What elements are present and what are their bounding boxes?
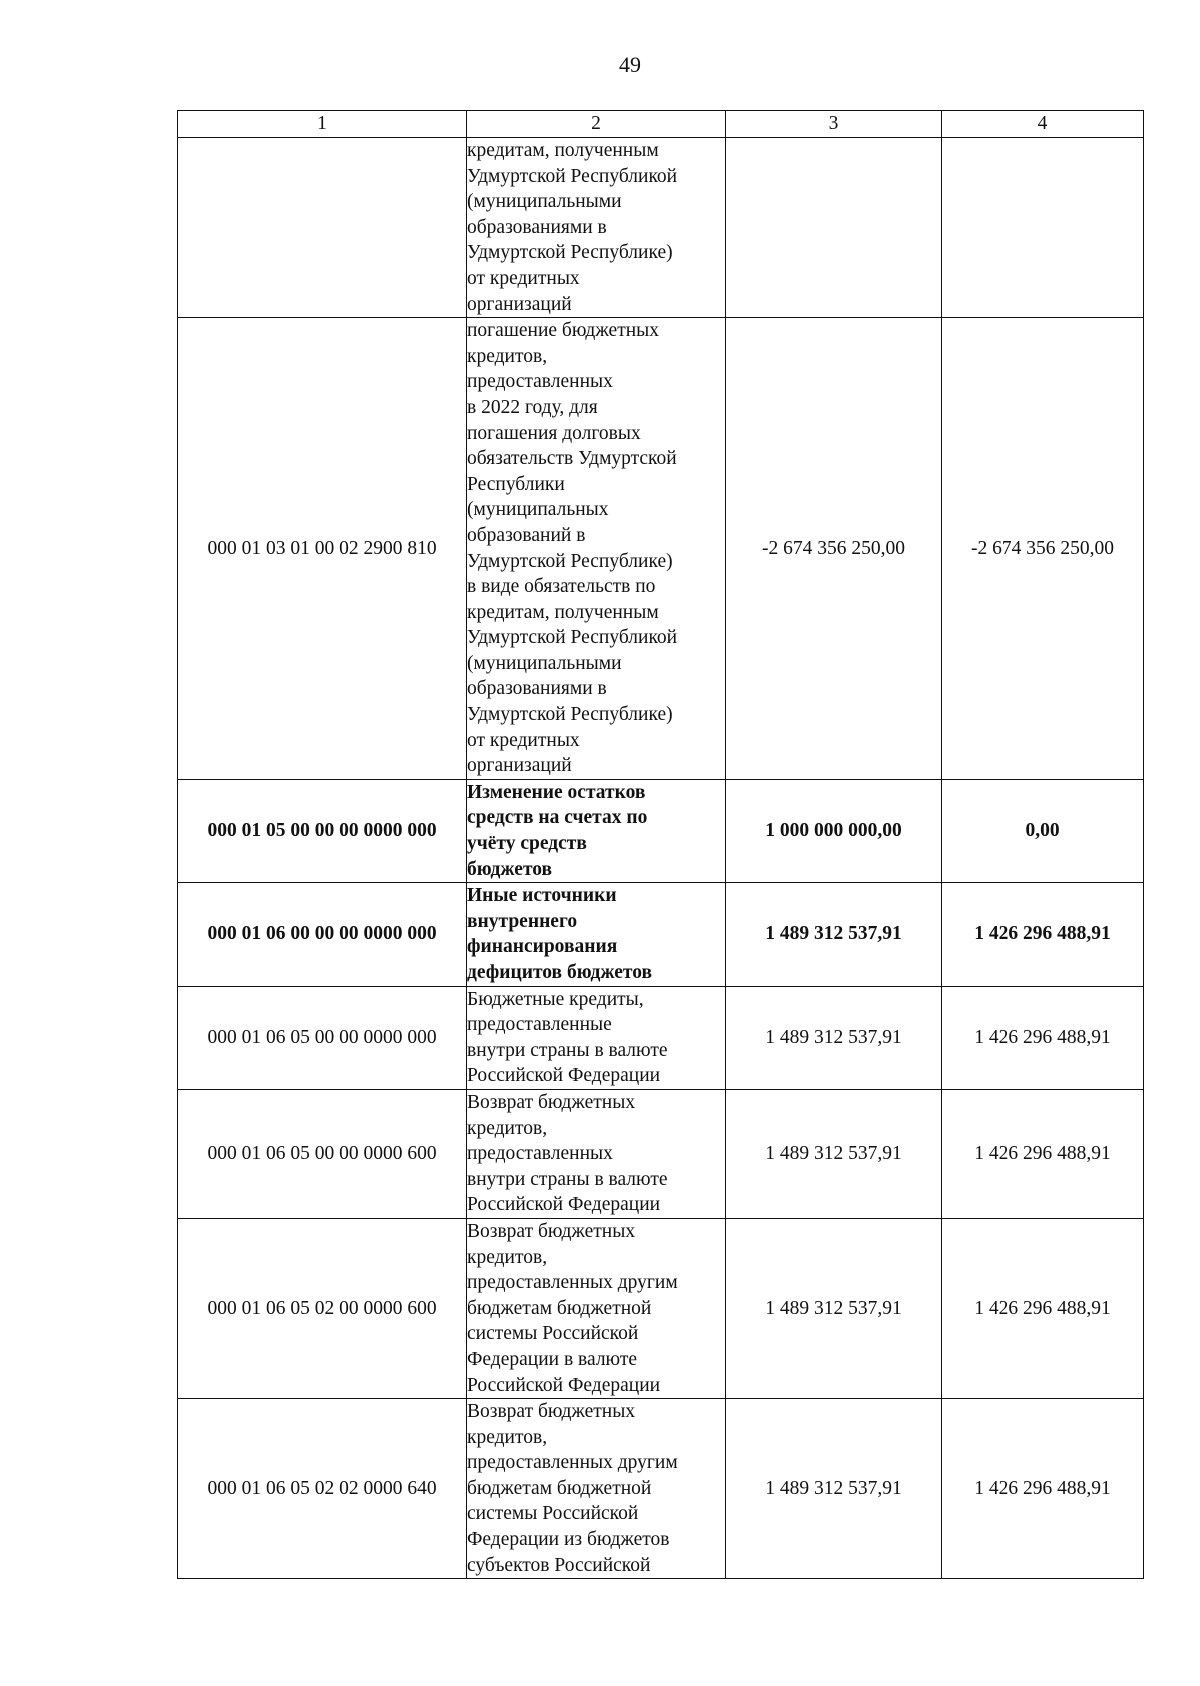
amount-col4-cell: -2 674 356 250,00 [942, 318, 1144, 780]
table-row [178, 138, 1144, 318]
budget-code-cell: 000 01 03 01 00 02 2900 810 [178, 318, 467, 780]
column-header-4: 4 [942, 111, 1144, 138]
budget-code-cell: 000 01 06 00 00 00 0000 000 [178, 883, 467, 986]
table-row-bold [178, 779, 1144, 882]
amount-col3-cell: 1 000 000 000,00 [726, 779, 942, 882]
budget-code-cell: 000 01 06 05 02 02 0000 640 [178, 1399, 467, 1579]
page-number: 49 [619, 52, 641, 77]
amount-col4-cell: 1 426 296 488,91 [942, 1089, 1144, 1218]
budget-code-cell [178, 138, 467, 318]
table-row [178, 1218, 1144, 1398]
amount-col3-cell [726, 138, 942, 318]
amount-col4-cell: 1 426 296 488,91 [942, 986, 1144, 1089]
amount-col3-cell: 1 489 312 537,91 [726, 883, 942, 986]
description-cell: Бюджетные кредиты, предоставленные внутри страны в валюте Российской Федерации [467, 986, 726, 1089]
description-cell: Возврат бюджетных кредитов, предоставленных другим бюджетам бюджетной системы Российской Федерации в валюте Российской Федерации [467, 1218, 726, 1398]
budget-sources-table [177, 110, 1144, 1579]
amount-col3-cell: 1 489 312 537,91 [726, 1399, 942, 1579]
amount-col3-cell: 1 489 312 537,91 [726, 986, 942, 1089]
table-header-row [178, 111, 1144, 138]
column-header-1: 1 [178, 111, 467, 138]
table-row [178, 318, 1144, 780]
budget-code-cell: 000 01 05 00 00 00 0000 000 [178, 779, 467, 882]
description-cell: Возврат бюджетных кредитов, предоставленных внутри страны в валюте Российской Федерации [467, 1089, 726, 1218]
amount-col4-cell: 1 426 296 488,91 [942, 883, 1144, 986]
budget-code-cell: 000 01 06 05 00 00 0000 600 [178, 1089, 467, 1218]
amount-col3-cell: 1 489 312 537,91 [726, 1089, 942, 1218]
description-cell: кредитам, полученным Удмуртской Республикой (муниципальными образованиями в Удмуртской Республике) от кредитных организаций [467, 138, 726, 318]
amount-col4-cell: 0,00 [942, 779, 1144, 882]
budget-code-cell: 000 01 06 05 02 00 0000 600 [178, 1218, 467, 1398]
description-cell: Иные источники внутреннего финансирования дефицитов бюджетов [467, 883, 726, 986]
description-cell: погашение бюджетных кредитов, предоставленных в 2022 году, для погашения долговых обязательств Удмуртской Республики (муниципальных образований в Удмуртской Республике) в виде обязательств по кредитам, полученным Удмуртской Республикой (муниципальными образованиями в Удмуртской Республике) от кредитных организаций [467, 318, 726, 780]
table-row-bold [178, 883, 1144, 986]
amount-col3-cell: -2 674 356 250,00 [726, 318, 942, 780]
budget-code-cell: 000 01 06 05 00 00 0000 000 [178, 986, 467, 1089]
amount-col3-cell: 1 489 312 537,91 [726, 1218, 942, 1398]
column-header-2: 2 [467, 111, 726, 138]
table-row [178, 1399, 1144, 1579]
description-cell: Изменение остатков средств на счетах по учёту средств бюджетов [467, 779, 726, 882]
amount-col4-cell: 1 426 296 488,91 [942, 1218, 1144, 1398]
table-row [178, 1089, 1144, 1218]
amount-col4-cell: 1 426 296 488,91 [942, 1399, 1144, 1579]
description-cell: Возврат бюджетных кредитов, предоставленных другим бюджетам бюджетной системы Российской Федерации из бюджетов субъектов Российской [467, 1399, 726, 1579]
column-header-3: 3 [726, 111, 942, 138]
table-row [178, 986, 1144, 1089]
amount-col4-cell [942, 138, 1144, 318]
